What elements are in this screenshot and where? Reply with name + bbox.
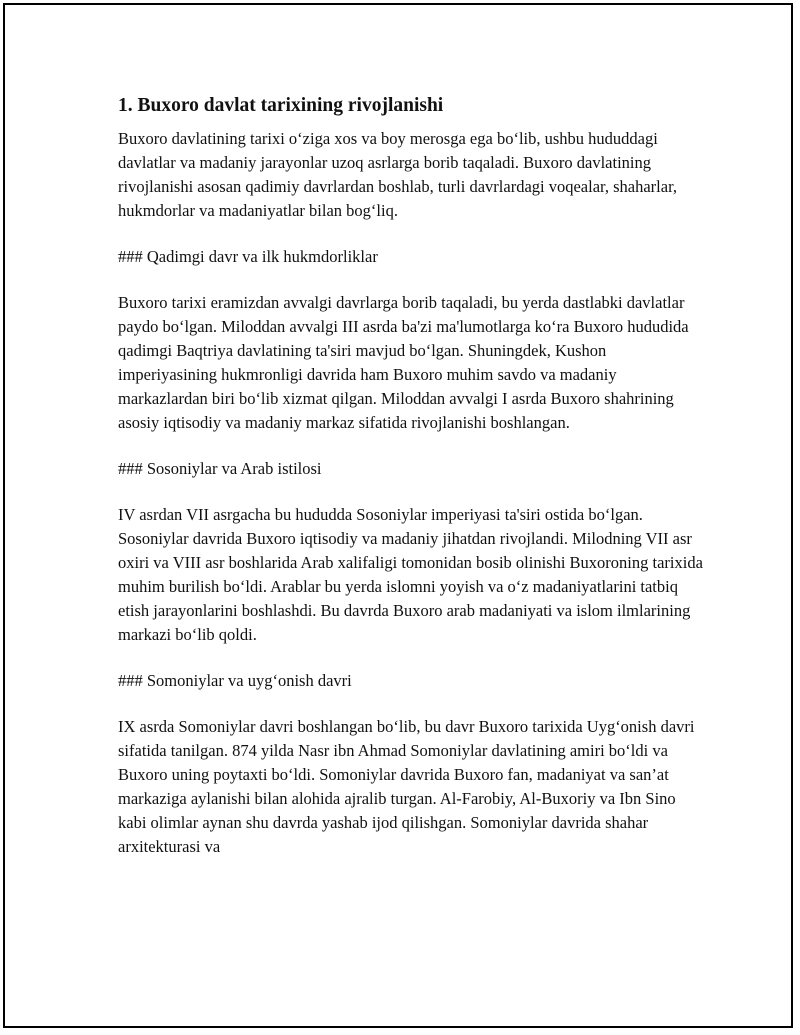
paragraph-samanid: IX asrda Somoniylar davri boshlangan bo‘lib, bu davr Buxoro tarixida Uyg‘onish davri sifatida tanilgan. 874 yilda Nasr ibn Ahmad Somoniylar davlatining amiri bo‘ldi va Buxoro uning poytaxti bo‘ldi. Somoniylar davrida Buxoro fan, madaniyat va san’at markaziga aylanishi bilan alohida ajralib turgan. Al-Farobiy, Al-Buxoriy va Ibn Sino kabi olimlar aynan shu davrda yashab ijod qilishgan. Somoniylar davrida shahar arxitekturasi va: [118, 717, 695, 856]
document-title: 1. Buxoro davlat tarixining rivojlanishi: [118, 95, 444, 116]
paragraph-ancient: Buxoro tarixi eramizdan avvalgi davrlarga borib taqaladi, bu yerda dastlabki davlatlar paydo bo‘lgan. Miloddan avvalgi III asrda ba'zi ma'lumotlarga ko‘ra Buxoro hududida qadimgi Baqtriya davlatining ta'siri mavjud bo‘lgan. Shuningdek, Kushon imperiyasining hukmronligi davrida ham Buxoro muhim savdo va madaniy markazlardan biri bo‘lib xizmat qilgan. Miloddan avvalgi I asrda Buxoro shahrining asosiy iqtisodiy va madaniy markaz sifatida rivojlanishi boshlangan.: [118, 293, 689, 432]
section-heading-sasanian: ### Sosoniylar va Arab istilosi: [118, 459, 322, 478]
paragraph-sasanian: IV asrdan VII asrgacha bu hududda Sosoniylar imperiyasi ta'siri ostida bo‘lgan. Sosoniylar davrida Buxoro iqtisodiy va madaniy jihatdan rivojlandi. Milodning VII asr oxiri va VIII asr boshlarida Arab xalifaligi tomonidan bosib olinishi Buxoroning tarixida muhim burilish bo‘ldi. Arablar bu yerda islomni yoyish va o‘z madaniyatlarini tatbiq etish jarayonlarini boshlashdi. Bu davrda Buxoro arab madaniyati va islom ilmlarining markazi bo‘lib qoldi.: [118, 505, 703, 644]
paragraph-intro: Buxoro davlatining tarixi o‘ziga xos va boy merosga ega bo‘lib, ushbu hududdagi davlatlar va madaniy jarayonlar uzoq asrlarga borib taqaladi. Buxoro davlatining rivojlanishi asosan qadimiy davrlardan boshlab, turli davrlardagi voqealar, shaharlar, hukmdorlar va madaniyatlar bilan bog‘liq.: [118, 129, 678, 220]
section-heading-ancient: ### Qadimgi davr va ilk hukmdorliklar: [118, 247, 378, 266]
document-body: [118, 93, 708, 881]
section-heading-samanid: ### Somoniylar va uyg‘onish davri: [118, 671, 352, 690]
